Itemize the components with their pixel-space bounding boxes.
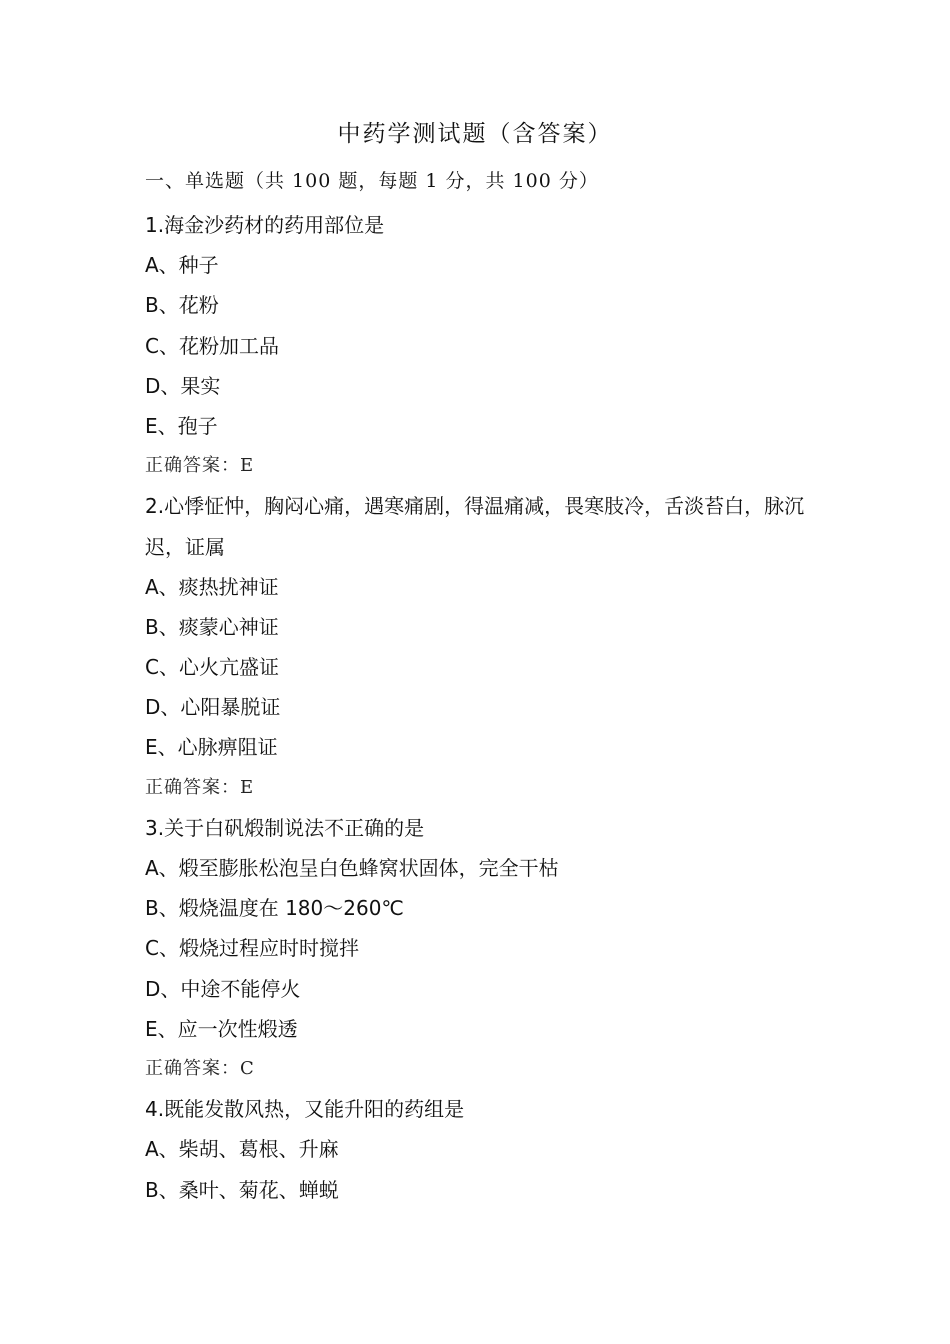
option-a: A、种子 xyxy=(145,253,219,278)
option-d: D、果实 xyxy=(145,373,221,398)
option-c: C、花粉加工品 xyxy=(145,333,279,358)
question-list xyxy=(145,205,815,1210)
question-stem: 3.关于白矾煅制说法不正确的是 xyxy=(145,815,425,840)
question-stem: 2.心悸怔忡，胸闷心痛，遇寒痛剧，得温痛减，畏寒肢冷，舌淡苔白，脉沉迟，证属 xyxy=(145,494,805,559)
section-heading: 一、单选题（共 100 题，每题 1 分，共 100 分） xyxy=(145,170,599,192)
question-3 xyxy=(145,808,815,1089)
question-stem: 1.海金沙药材的药用部位是 xyxy=(145,213,385,237)
option-d: D、中途不能停火 xyxy=(145,976,301,1001)
option-b: B、煅烧温度在 180～260℃ xyxy=(145,896,404,921)
option-e: E、心脉痹阻证 xyxy=(145,735,278,760)
question-stem: 4.既能发散风热，又能升阳的药组是 xyxy=(145,1097,465,1122)
option-a: A、柴胡、葛根、升麻 xyxy=(145,1137,339,1162)
question-2 xyxy=(145,486,815,808)
option-d: D、心阳暴脱证 xyxy=(145,695,281,720)
option-e: E、孢子 xyxy=(145,413,218,438)
question-4 xyxy=(145,1089,815,1210)
option-b: B、花粉 xyxy=(145,293,219,318)
correct-answer: 正确答案：E xyxy=(145,455,255,477)
option-a: A、痰热扰神证 xyxy=(145,574,279,599)
correct-answer: 正确答案：C xyxy=(145,1058,255,1079)
option-c: C、心火亢盛证 xyxy=(145,655,279,680)
option-e: E、应一次性煅透 xyxy=(145,1016,298,1041)
option-c: C、煅烧过程应时时搅拌 xyxy=(145,936,359,961)
question-1 xyxy=(145,205,815,486)
option-b: B、桑叶、菊花、蝉蜕 xyxy=(145,1177,339,1202)
correct-answer: 正确答案：E xyxy=(145,776,255,798)
option-a: A、煅至膨胀松泡呈白色蜂窝状固体，完全干枯 xyxy=(145,856,559,881)
option-b: B、痰蒙心神证 xyxy=(145,614,279,639)
document-title: 中药学测试题（含答案） xyxy=(337,121,613,147)
